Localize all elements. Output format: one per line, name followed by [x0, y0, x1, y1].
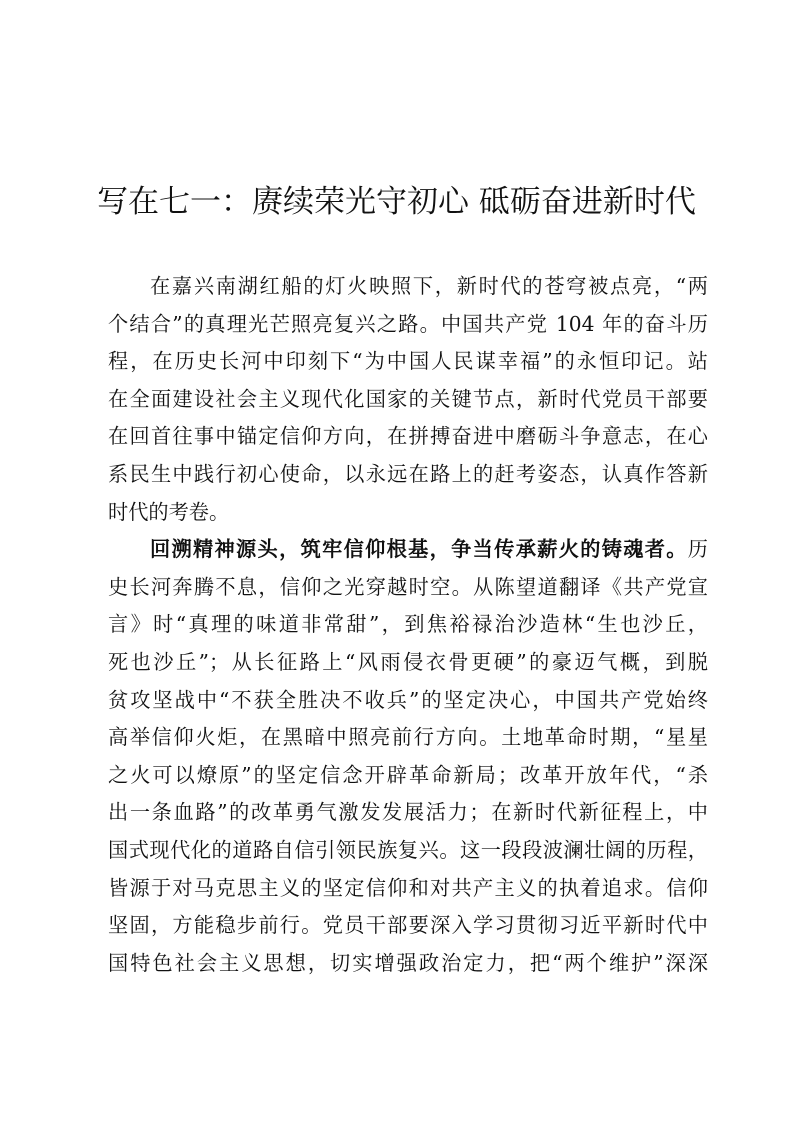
document-body	[108, 268, 708, 982]
paragraph-1-line: 个结合”的真理光芒照亮复兴之路。中国共产党 104 年的奋斗历	[108, 311, 708, 336]
paragraph-1-line: 在嘉兴南湖红船的灯火映照下，新时代的苍穹被点亮，“两	[150, 274, 708, 298]
paragraph-2-line: 皆源于对马克思主义的坚定信仰和对共产主义的执着追求。信仰	[108, 875, 708, 900]
paragraph-2-line: 言》时“真理的味道非常甜”，到焦裕禄治沙造林“生也沙丘，	[108, 612, 708, 637]
paragraph-2-line: 高举信仰火炬，在黑暗中照亮前行方向。土地革命时期，“星星	[108, 725, 708, 750]
paragraph-1-line: 在回首往事中锚定信仰方向，在拼搏奋进中磨砺斗争意志，在心	[108, 424, 708, 449]
paragraph-2-first-line-tail: 历	[687, 537, 708, 562]
paragraph-2-line: 国特色社会主义思想，切实增强政治定力，把“两个维护”深深	[108, 950, 708, 975]
paragraph-1-line: 在全面建设社会主义现代化国家的关键节点，新时代党员干部要	[108, 386, 708, 411]
paragraph-2-line: 死也沙丘”；从长征路上“风雨侵衣骨更硬”的豪迈气概，到脱	[108, 649, 708, 674]
paragraph-2-line: 之火可以燎原”的坚定信念开辟革命新局；改革开放年代，“杀	[108, 762, 708, 787]
paragraph-1-line: 系民生中践行初心使命，以永远在路上的赶考姿态，认真作答新	[108, 461, 708, 486]
paragraph-2-line: 史长河奔腾不息，信仰之光穿越时空。从陈望道翻译《共产党宣	[108, 574, 708, 599]
paragraph-1-line: 程，在历史长河中印刻下“为中国人民谋幸福”的永恒印记。站	[108, 349, 708, 374]
paragraph-2-heading: 回溯精神源头，筑牢信仰根基，争当传承薪火的铸魂者。	[150, 537, 688, 562]
paragraph-2-line: 国式现代化的道路自信引领民族复兴。这一段段波澜壮阔的历程，	[108, 837, 708, 862]
paragraph-1-line: 时代的考卷。	[108, 499, 230, 524]
paragraph-2-line: 出一条血路”的改革勇气激发发展活力；在新时代新征程上，中	[108, 800, 708, 825]
paragraph-2-line: 贫攻坚战中“不获全胜决不收兵”的坚定决心，中国共产党始终	[108, 687, 708, 712]
page-title: 写在七一：赓续荣光守初心 砥砺奋进新时代	[97, 184, 696, 220]
paragraph-2-line	[108, 531, 708, 569]
paragraph-2-line: 坚固，方能稳步前行。党员干部要深入学习贯彻习近平新时代中	[108, 913, 708, 938]
paragraph-1	[108, 268, 708, 531]
paragraph-2	[108, 531, 708, 982]
